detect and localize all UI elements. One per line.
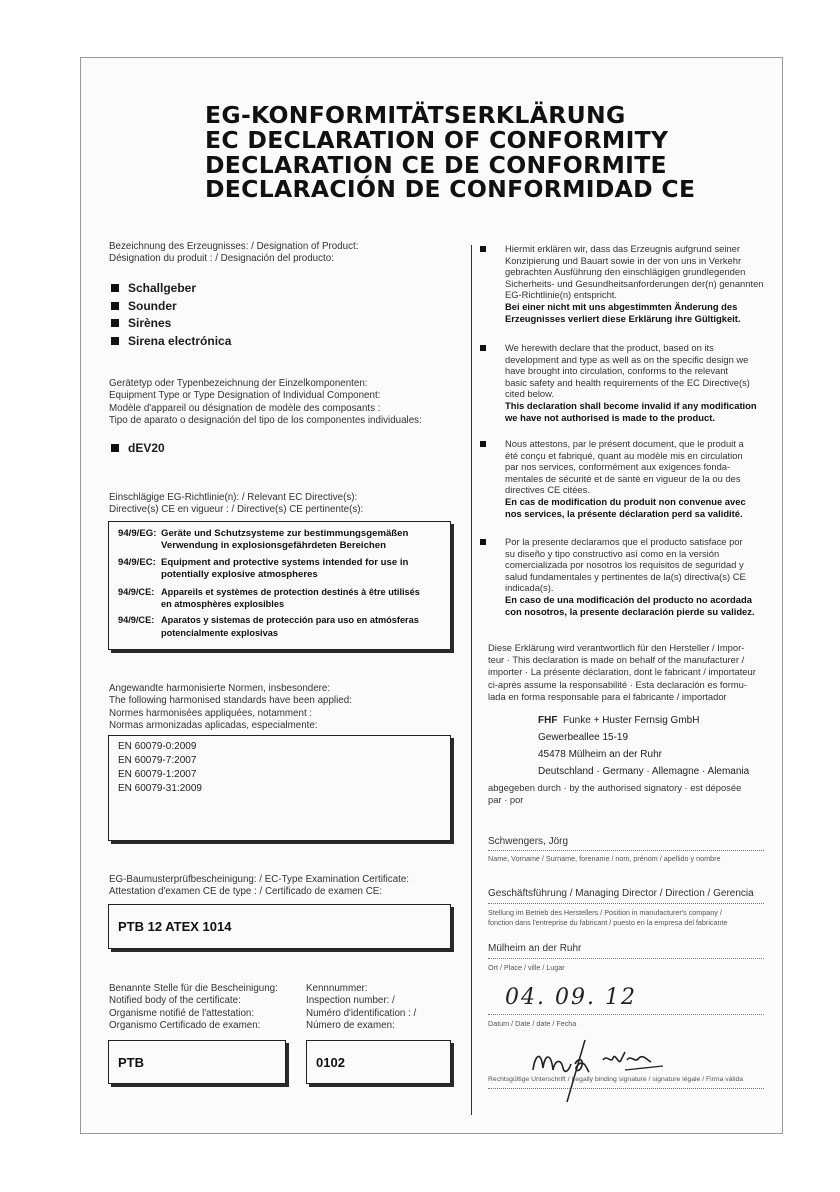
- declaration-es: Por la presente declaramos que el producto satisface por su diseño y tipo constructivo así como en la versión comercializada por nosotros los requisitos de seguridad y salud fundamentales y pertinentes de la(s) directiva(s) CE indicada(s). En caso de una modificación del producto no acordada con nosotros, la presente declaración pierde su validez.: [480, 536, 765, 617]
- type-value: dEV20: [111, 440, 165, 458]
- bullet-square-icon: [111, 302, 119, 310]
- product-item: Sirena electrónica: [111, 333, 231, 351]
- bullet-square-icon: [111, 337, 119, 345]
- notified-body-value: PTB: [118, 1055, 144, 1070]
- standards-label: Angewandte harmonisierte Normen, insbesondere: The following harmonised standards have been applied: Normes harmonisées appliquées, notamment : Normas armonizadas aplicadas, especialmente:: [109, 683, 352, 732]
- bullet-square-icon: [480, 246, 486, 252]
- standard-item: EN 60079-7:2007: [118, 755, 197, 766]
- signature-caption: Rechtsgültige Unterschrift / Legally binding signature / signature légale / Firma válida: [488, 1076, 744, 1083]
- directives-label: Einschlägige EG-Richtlinie(n): / Relevant EC Directive(s): Directive(s) CE en vigueur : / Directive(s) CE pertinente(s):: [109, 492, 364, 516]
- bullet-square-icon: [480, 539, 486, 545]
- dotted-line: [488, 1088, 764, 1089]
- notified-body-label: Benannte Stelle für die Bescheinigung: Notified body of the certificate: Organisme notifié de l'attestation: Organismo Certificado de examen:: [109, 983, 278, 1032]
- handwritten-signature: [515, 1030, 695, 1105]
- signing-place-caption: Ort / Place / ville / Lugar: [488, 963, 565, 972]
- type-label: Gerätetyp oder Typenbezeichnung der Einzelkomponenten: Equipment Type or Type Designation of Individual Component: Modèle d'appareil ou désignation de modèle des composants : Tipo de aparato o designación del tipo de los componentes individuales:: [109, 378, 422, 427]
- directive-row: 94/9/CE: Appareils et systèmes de protection destinés à être utilisés en atmosphères explosibles: [118, 586, 420, 610]
- declaration-fr: Nous attestons, par le présent document, que le produit a été conçu et fabriqué, quant au modèle mis en circulation par nos services, conformément aux exigences fonda- mentales de sécurité et de santé en vigueur de la ou des directives CE citées. En cas de modification du produit non convenue avec nos services, la présente déclaration perd sa validité.: [480, 438, 765, 519]
- title-de: EG-KONFORMITÄTSERKLÄRUNG: [205, 101, 626, 129]
- dotted-line: [488, 958, 764, 959]
- signing-place: Mülheim an der Ruhr: [488, 943, 582, 954]
- inspection-label: Kennnummer: Inspection number: / Numéro d'identification : / Número de examen:: [306, 983, 417, 1032]
- directive-row: 94/9/EG: Geräte und Schutzsysteme zur bestimmungsgemäßen Verwendung in explosionsgefährdeten Bereichen: [118, 528, 409, 552]
- inspection-number: 0102: [316, 1055, 345, 1070]
- bullet-square-icon: [480, 441, 486, 447]
- product-item: Sirènes: [111, 315, 231, 333]
- title-es: DECLARACIÓN DE CONFORMIDAD CE: [205, 175, 696, 204]
- bullet-square-icon: [111, 284, 119, 292]
- declaration-en: We herewith declare that the product, based on its development and type as well as on the specific design we have brought into circulation, conforms to the relevant basic safety and health requirements of the EC Directive(s) cited below. This declaration shall become invalid if any modification we have not authorised is made to the product.: [480, 342, 765, 423]
- signatory-position: Geschäftsführung / Managing Director / Direction / Gerencia: [488, 888, 754, 899]
- certificate-label: EG-Baumusterprüfbescheinigung: / EC-Type Examination Certificate: Attestation d'examen CE de type : / Certificado de examen CE:: [109, 874, 410, 898]
- product-label: Bezeichnung des Erzeugnisses: / Designation of Product: Désignation du produit : / Designación del producto:: [109, 241, 359, 265]
- date-caption: Datum / Date / date / Fecha: [488, 1019, 577, 1028]
- manufacturer-abbr: FHF: [538, 715, 558, 726]
- standard-item: EN 60079-1:2007: [118, 769, 197, 780]
- directive-row: 94/9/CE: Aparatos y sistemas de protección para uso en atmósferas potencialmente explosivas: [118, 615, 419, 638]
- manufacturer-address: [538, 712, 749, 780]
- manufacturer-name: Funke + Huster Fernsig GmbH: [563, 715, 700, 726]
- column-divider: [471, 245, 472, 1115]
- standard-item: EN 60079-31:2009: [118, 783, 202, 794]
- manufacturer-city: 45478 Mülheim an der Ruhr: [538, 749, 662, 760]
- dotted-line: [488, 903, 764, 904]
- manufacturer-country: Deutschland · Germany · Allemagne · Alemania: [538, 766, 750, 777]
- title-en: EC DECLARATION OF CONFORMITY: [205, 125, 669, 154]
- product-item: Schallgeber: [111, 280, 231, 298]
- signatory-name-caption: Name, Vorname / Surname, forename / nom, prénom / apellido y nombre: [488, 854, 721, 863]
- certificate-box: [108, 904, 451, 949]
- bullet-square-icon: [111, 444, 119, 452]
- standards-box: [108, 735, 451, 841]
- submitted-by: abgegeben durch · by the authorised signatory · est déposée par · por: [488, 782, 742, 806]
- dotted-line: [488, 1014, 764, 1015]
- standard-item: EN 60079-0:2009: [118, 741, 197, 752]
- signatory-name: Schwengers, Jörg: [488, 836, 569, 847]
- bullet-square-icon: [480, 345, 486, 351]
- product-list: [111, 280, 231, 350]
- declaration-de: Hiermit erklären wir, dass das Erzeugnis aufgrund seiner Konzipierung und Bauart sowie in der von uns in Verkehr gebrachten Ausführung den einschlägigen grundlegenden Sicherheits- und Gesundheitsanforderungen der(n) genannten EG-Richtlinie(n) entspricht. Bei einer nicht mit uns abgestimmten Änderung des Erzeugnisses verliert diese Erklärung ihre Gültigkeit.: [480, 243, 765, 324]
- title-fr: DECLARATION CE DE CONFORMITE: [205, 150, 667, 179]
- certificate-number: PTB 12 ATEX 1014: [118, 919, 232, 934]
- manufacturer-street: Gewerbeallee 15-19: [538, 732, 629, 743]
- product-item: Sounder: [111, 298, 231, 316]
- directive-row: 94/9/EC: Equipment and protective systems intended for use in potentially explosive atmospheres: [118, 556, 409, 581]
- bullet-square-icon: [111, 319, 119, 327]
- responsibility-text: Diese Erklärung wird verantwortlich für den Hersteller / Impor- teur · This declaration is made on behalf of the manufacturer / importer · La présente déclaration, dont le fabricant / importateur ci-après assume la responsabilité · Esta declaración es formu- lada en forma responsable para el fabricante / importador: [488, 642, 756, 702]
- signatory-position-caption: Stellung im Betrieb des Herstellers / Position in manufacturer's company / fonction dans l'entreprise du fabricant / puesto en la empresa del fabricante: [488, 908, 728, 927]
- dotted-line: [488, 850, 764, 851]
- notified-body-box: [108, 1040, 286, 1084]
- handwritten-date: 04. 09. 12: [505, 985, 637, 1010]
- document-titles: [205, 103, 695, 202]
- inspection-box: [306, 1040, 451, 1084]
- directives-box: [108, 521, 451, 650]
